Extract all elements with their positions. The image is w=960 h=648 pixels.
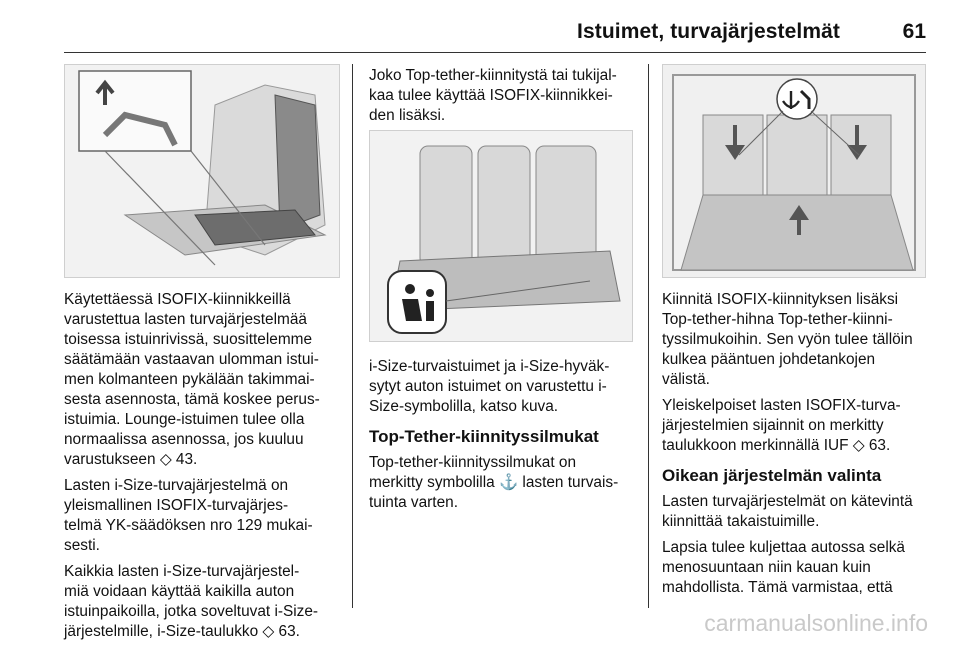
column-separator-2	[648, 64, 649, 608]
seat-adjustment-illustration	[64, 64, 340, 278]
watermark: carmanualsonline.info	[704, 610, 928, 636]
column-separator-1	[352, 64, 353, 608]
paragraph: Käytettäessä ISOFIX-kiinnikkeillä varustettua lasten turvajärjestelmää toisessa istuinrivissä, suosittelemme säätämään vastaavan ulomman istui- men kolmanteen pykälään takimmai- sesta asennosta, tämä koskee perus- istuimia. Lounge-istuimen tulee olla normaalissa asennossa, jos kuuluu varustukseen ◇ 43.	[64, 291, 320, 468]
paragraph: Lasten turvajärjestelmät on kätevintä kiinnittää takaistuimille.	[662, 493, 913, 530]
top-tether-cargo-illustration	[662, 64, 926, 278]
column-1-text	[64, 290, 349, 648]
column-2-text	[369, 357, 639, 519]
header-rule	[64, 52, 926, 53]
page-number: 61	[902, 20, 926, 43]
paragraph: Lapsia tulee kuljettaa autossa selkä menosuuntaan niin kauan kuin mahdollista. Tämä varmistaa, että	[662, 539, 905, 596]
paragraph: Lasten i-Size-turvajärjestelmä on yleismallinen ISOFIX-turvajärjes- telmä YK-säädöksen nro 129 mukai- sesti.	[64, 477, 313, 554]
paragraph: Top-tether-kiinnityssilmukat on merkitty symbolilla ⚓ lasten turvais- tuinta varten.	[369, 454, 619, 511]
column-2-intro	[369, 66, 639, 132]
paragraph: i-Size-turvaistuimet ja i-Size-hyväk- sytyt auton istuimet on varustettu i- Size-symbolilla, katso kuva.	[369, 358, 610, 415]
paragraph: Kaikkia lasten i-Size-turvajärjestel- miä voidaan käyttää kaikilla auton istuinpaikoilla, jotka soveltuvat i-Size- järjestelmille, i-Size-taulukko ◇ 63.	[64, 563, 319, 640]
paragraph: Yleiskelpoiset lasten ISOFIX-turva- järjestelmien sijainnit on merkitty taulukkoon merkinnällä IUF ◇ 63.	[662, 397, 901, 454]
paragraph: Joko Top-tether-kiinnitystä tai tukijal- kaa tulee käyttää ISOFIX-kiinnikkei- den lisäksi.	[369, 67, 617, 124]
isize-seats-illustration	[369, 130, 633, 342]
section-heading: Top-Tether-kiinnityssilmukat	[369, 427, 599, 446]
section-heading: Oikean järjestelmän valinta	[662, 466, 882, 485]
page-header-title: Istuimet, turvajärjestelmät	[577, 20, 840, 43]
paragraph: Kiinnitä ISOFIX-kiinnityksen lisäksi Top-tether-hihna Top-tether-kiinni- tyssilmukoihin. Sen vyön tulee tällöin kulkea pääntuen johdetankojen välistä.	[662, 291, 913, 388]
column-3-text	[662, 290, 932, 604]
